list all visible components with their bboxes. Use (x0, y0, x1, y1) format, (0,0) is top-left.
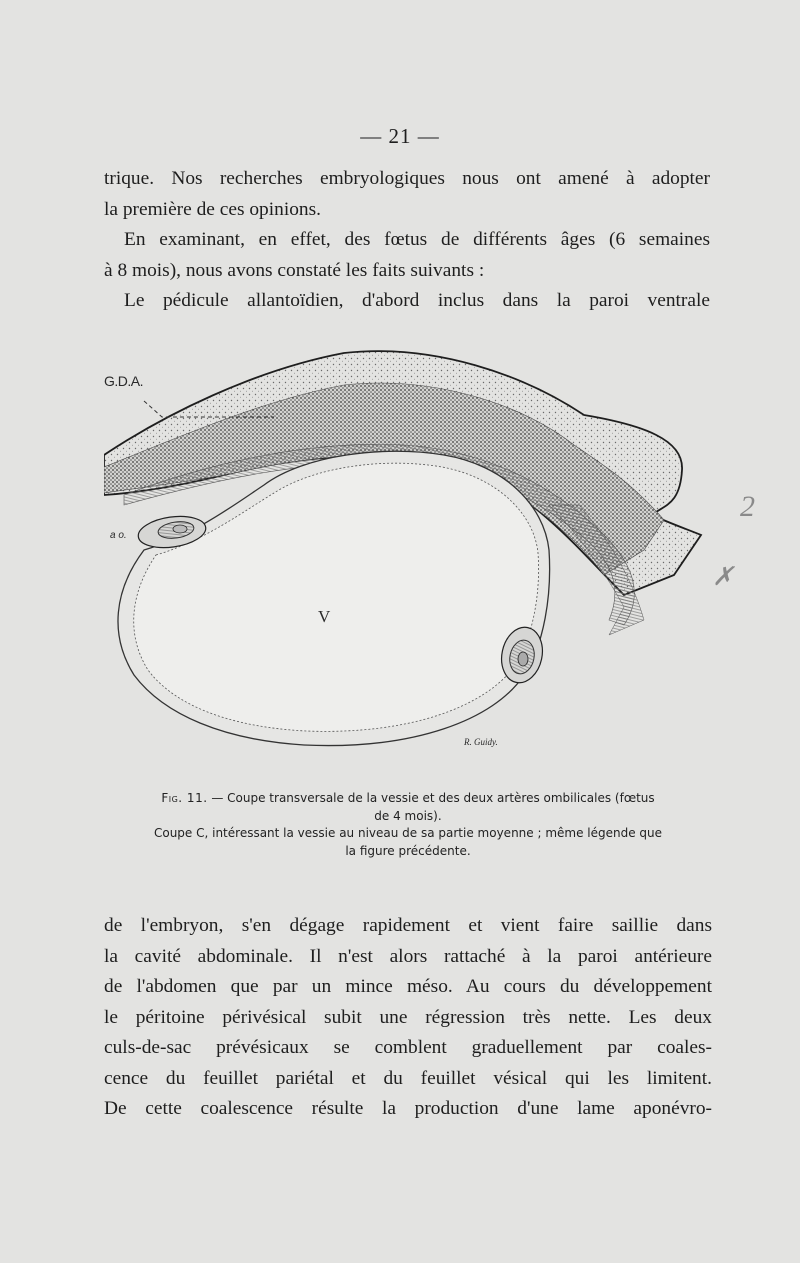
text-line: à 8 mois), nous avons constaté les faits suivants : (104, 259, 485, 281)
bottom-paragraph (104, 911, 712, 1125)
caption-line: de 4 mois). (374, 808, 442, 823)
text-line: cence du feuillet pariétal et du feuillet vésical qui les limitent. (104, 1067, 712, 1089)
caption-line (98, 790, 718, 808)
text-line: culs-de-sac prévésicaux se comblent graduellement par coales- (104, 1037, 712, 1058)
text-line: le péritoine périvésical subit une régression très nette. Les deux (104, 1006, 712, 1028)
caption-title: — Coupe transversale de la vessie et des deux artères ombilicales (fœtus (207, 791, 655, 805)
text-line: En examinant, en effet, des fœtus de différents âges (6 semaines (124, 229, 710, 250)
text-line: de l'abdomen que par un mince méso. Au cours du développement (104, 976, 712, 997)
figure-label: Fig. 11. (161, 791, 208, 805)
top-paragraph (104, 164, 710, 317)
artist-signature: R. Guidy. (464, 737, 498, 747)
text-line: Le pédicule allantoïdien, d'abord inclus dans la paroi ventrale (124, 290, 710, 311)
text-line: De cette coalescence résulte la production d'une lame aponévro- (104, 1098, 712, 1119)
figure-caption (98, 790, 718, 860)
page-number: — 21 — (360, 124, 440, 148)
anatomical-illustration (104, 345, 704, 775)
label-ao: a o. (110, 530, 127, 541)
label-v-bladder: V (318, 607, 331, 626)
figure-11-bladder-cross-section (104, 345, 704, 775)
bladder-inner-lining (134, 463, 539, 731)
text-line: de l'embryon, s'en dégage rapidement et vient faire saillie dans (104, 915, 712, 936)
caption-line: Coupe C, intéressant la vessie au niveau de sa partie moyenne ; même légende que (153, 826, 663, 840)
label-gda: G.D.A. (104, 373, 144, 389)
text-line: la cavité abdominale. Il n'est alors rattaché à la paroi antérieure (104, 945, 712, 967)
margin-annotation: 2 (740, 490, 755, 523)
caption-line: la figure précédente. (345, 843, 471, 858)
text-line: la première de ces opinions. (104, 198, 321, 220)
text-line: trique. Nos recherches embryologiques nous ont amené à adopter (104, 168, 710, 189)
margin-annotation: ✗ (712, 562, 734, 591)
